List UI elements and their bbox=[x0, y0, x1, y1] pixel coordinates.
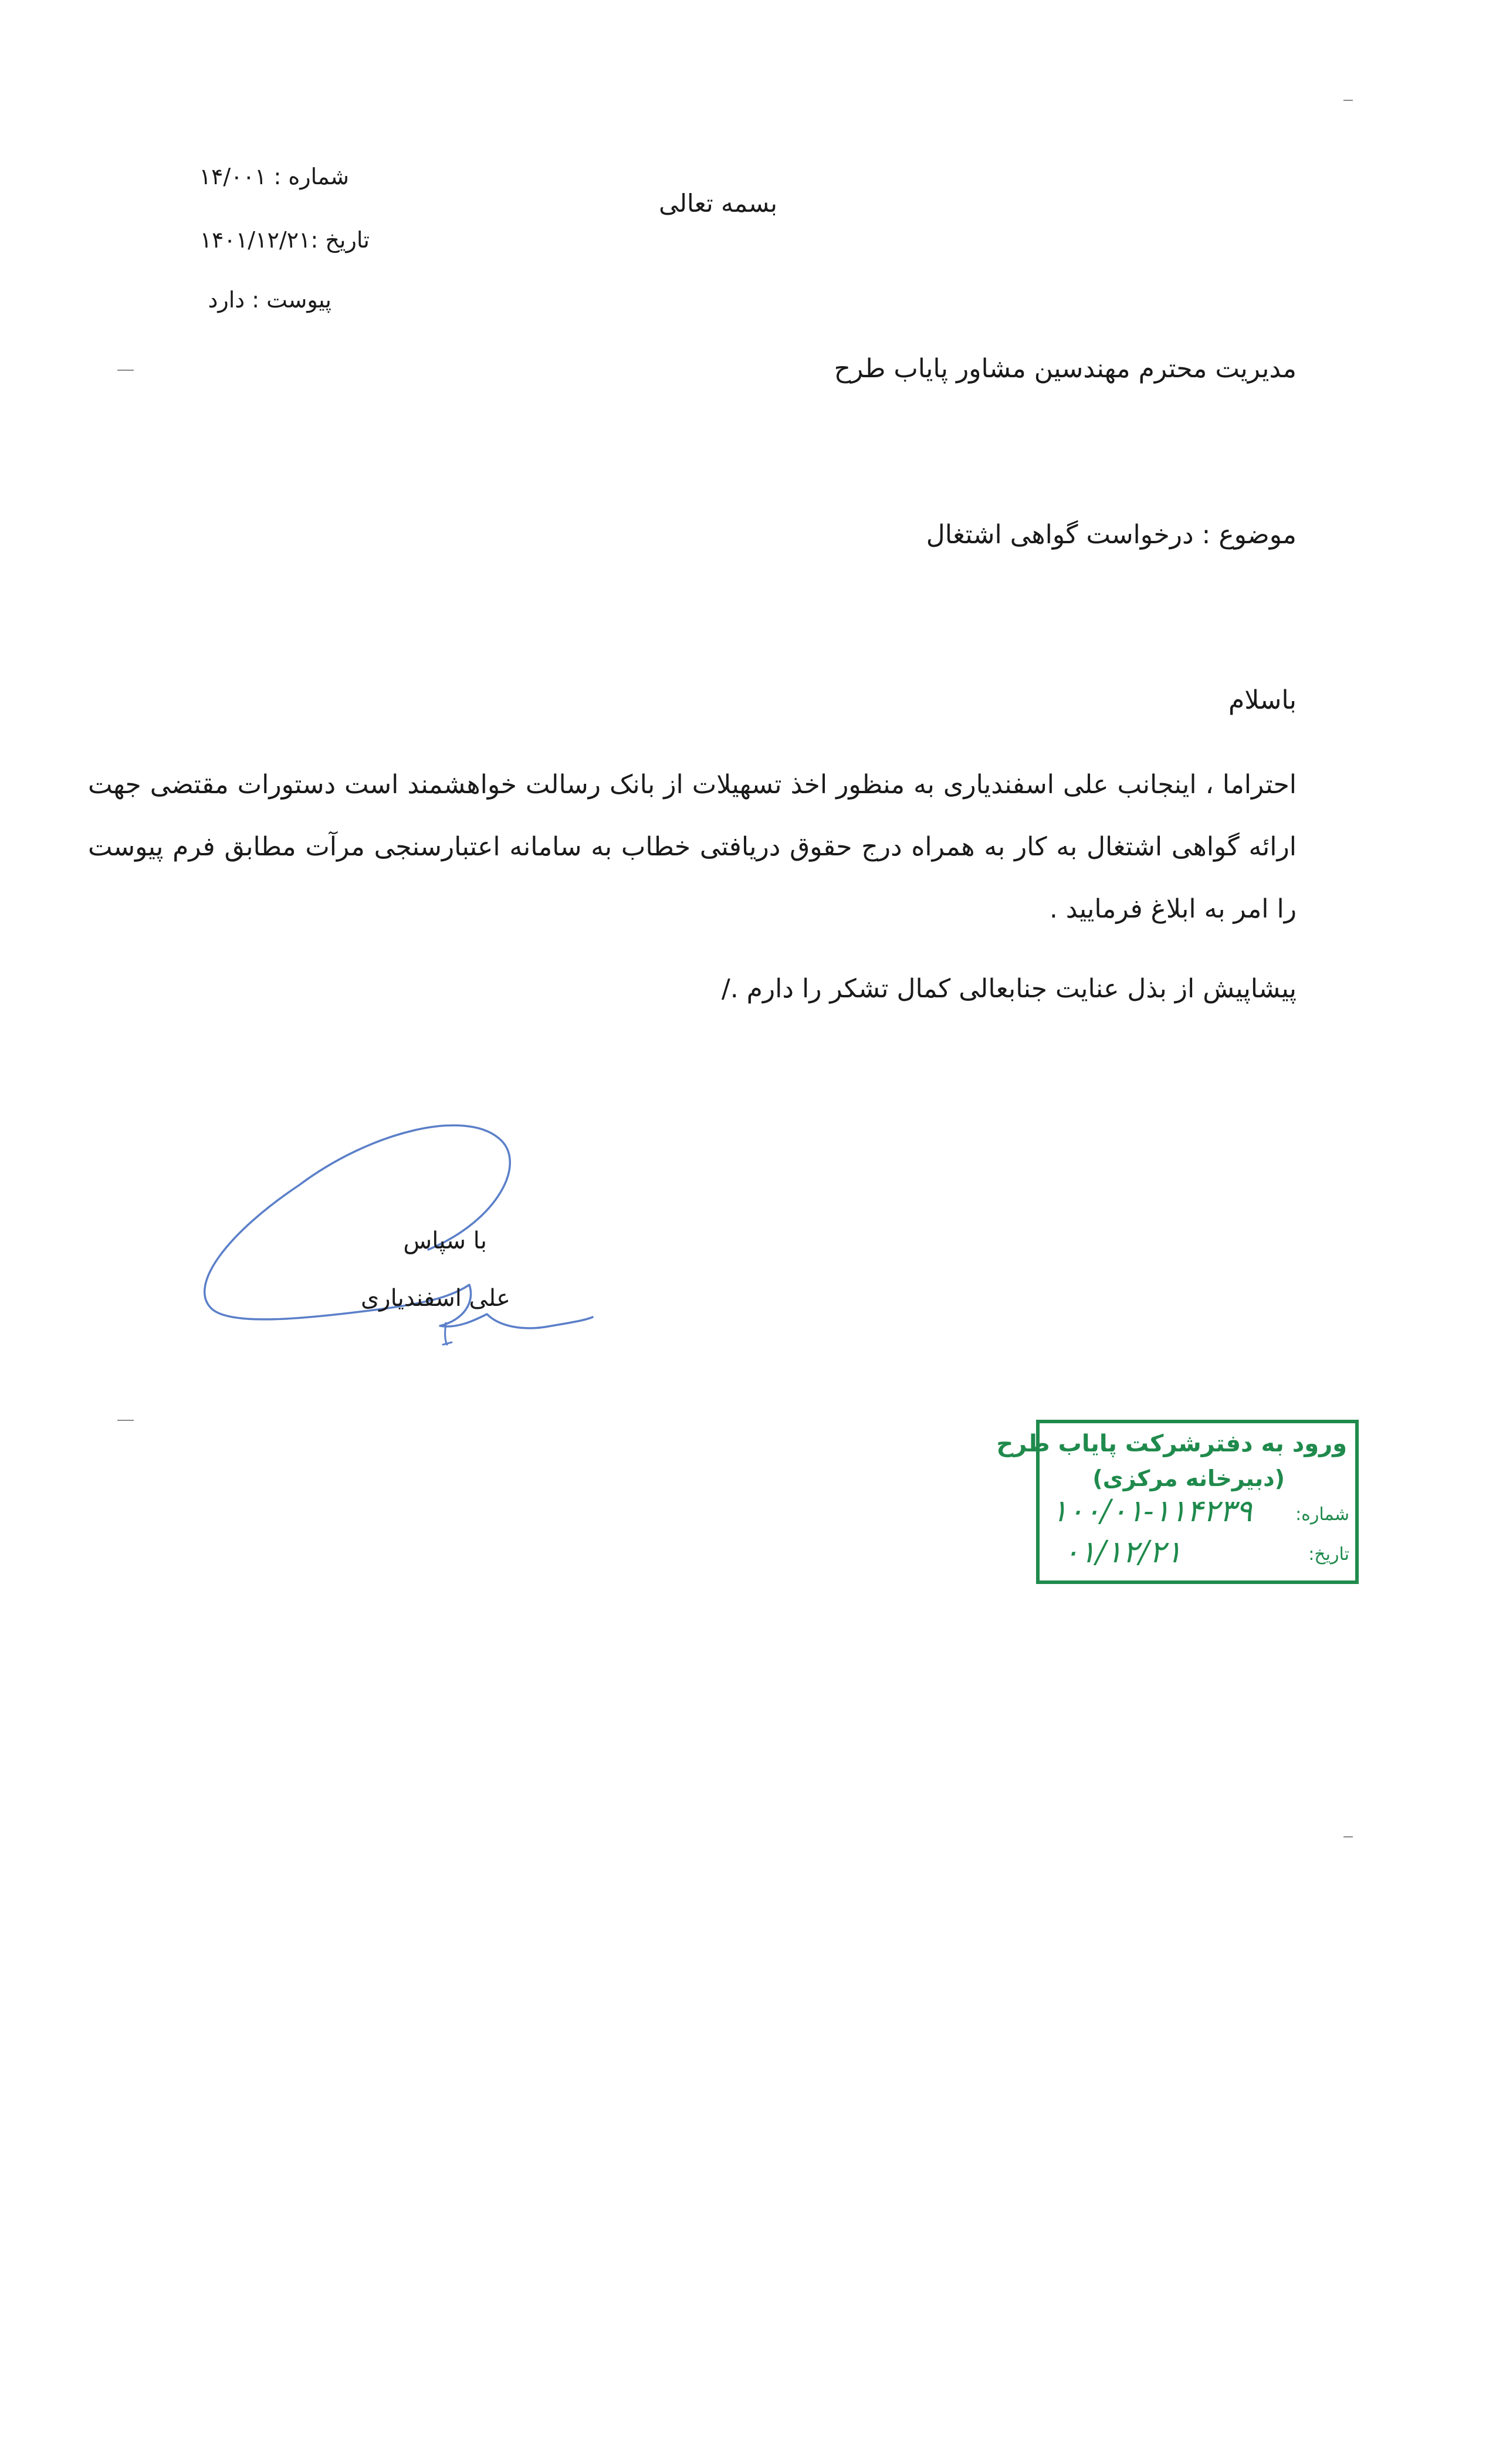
receipt-stamp bbox=[996, 1420, 1359, 1584]
scan-tick-mark bbox=[117, 370, 134, 371]
stamp-title: ورود به دفترشرکت پایاب طرح bbox=[996, 1430, 1347, 1457]
closing-regards: با سپاس bbox=[403, 1227, 487, 1254]
scan-tick-mark bbox=[1343, 100, 1353, 101]
scan-tick-mark bbox=[117, 1420, 134, 1421]
letter-body: احتراما ، اینجانب علی اسفندیاری به منظور اخذ تسهیلات از بانک رسالت خواهشمند است دستورات مقتضی جهت ارائه گواهی اشتغال به کار به همراه درج حقوق دریافتی خطاب به سامانه اعتبارسنجی مرآت مطابق فرم پیوست را امر به ابلاغ فرمایید . bbox=[88, 770, 1297, 924]
letter-date: تاریخ :۱۴۰۱/۱۲/۲۱ bbox=[199, 227, 370, 253]
stamp-number-label: شماره: bbox=[1295, 1504, 1349, 1525]
scan-tick-mark bbox=[1343, 1836, 1353, 1837]
stamp-number-value: ۱۰۰/۰۱-۱۱۴۲۳۹ bbox=[1051, 1494, 1253, 1529]
letter-heading: بسمه تعالی bbox=[659, 189, 777, 218]
stamp-date-label: تاریخ: bbox=[1308, 1544, 1349, 1565]
addressee-line: مدیریت محترم مهندسین مشاور پایاب طرح bbox=[834, 354, 1297, 384]
stamp-subtitle: (دبیرخانه مرکزی) bbox=[1092, 1465, 1285, 1491]
greeting-line: باسلام bbox=[1228, 685, 1297, 715]
closing-signer-name: علی اسفندیاری bbox=[360, 1285, 510, 1312]
letter-attachment: پیوست : دارد bbox=[208, 287, 331, 313]
letter-number: شماره : ۱۴/۰۰۱ bbox=[199, 164, 349, 189]
thanks-line: پیشاپیش از بذل عنایت جنابعالی کمال تشکر را دارم ./ bbox=[721, 974, 1297, 1004]
subject-line: موضوع : درخواست گواهی اشتغال bbox=[926, 520, 1297, 550]
stamp-date-value: ۰۱/۱۲/۲۱ bbox=[1063, 1535, 1182, 1570]
